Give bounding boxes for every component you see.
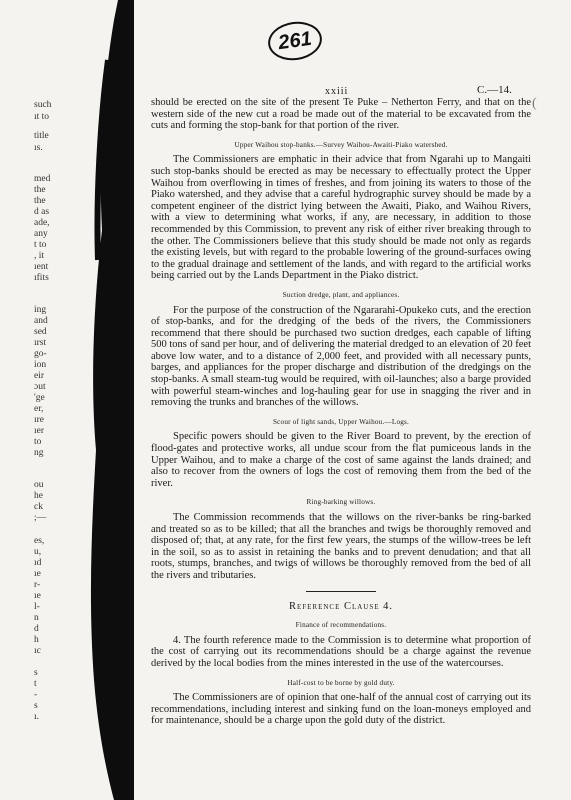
margin-fragment: ıe [34,569,41,579]
margin-fragment: he [34,491,43,501]
margin-fragment: ı. [34,712,40,722]
margin-fragment: ıfits [34,273,49,283]
paragraph-ring-barking: The Commission recommends that the willows on the river-banks be ring-barked and treated so as to be killed; that all the branches and twigs be thoroughly removed and disposed of; that, at any rate, for the first few years, the stumps of the willow-trees be left in the soil, so as to assist in retaining the banks and to prevent denudation; and that all roots, stumps, branches, and twigs of willows be thoroughly removed from the bed of all the rivers and tributaries. [151,512,531,581]
margin-fragment: any [34,229,48,239]
margin-fragment: t to [34,240,47,250]
margin-fragment: med [34,174,51,184]
paragraph-continuation: should be erected on the site of the present Te Puke – Netherton Ferry, and that on the western side of the new cut a road be made out of the material to be excavated from the cuts and forming the stop-bank for that portion of the river. [151,97,531,132]
margin-fragment: - [34,690,38,700]
margin-fragment: ıd [34,558,42,568]
margin-fragment: ıre [34,415,45,425]
margin-fragment: ɔut [34,382,46,392]
margin-fragment: sed [34,327,47,337]
document-reference: C.—14. [477,84,512,96]
subheading-upper-waihou: Upper Waihou stop-banks.—Survey Waihou-Awaiti-Piako watershed. [234,140,448,149]
subheading-scour: Scour of light sands, Upper Waihou.—Logs. [272,417,410,426]
section-divider [306,591,376,592]
subheading-suction-dredge: Suction dredge, plant, and appliances. [282,290,400,299]
paragraph-suction-dredge: For the purpose of the construction of the Ngararahi-Opukeko cuts, and the erection of stop-banks, and for the dredging of the beds of the rivers, the Commissioners recommend that there should be purchased two suction dredges, each capable of lifting 500 tons of sand per hour, and of delivering the material dredged to an elevation of 20 feet above low water, and to a distance of 2,000 feet, and provided with all necessary punts, barges, and appliances for the proper discharge and distribution of the dredgings on the stop-banks. A small steam-tug would be required, with oil-launches; also a barge provided with powerful steam-winches and log-hauling gear for use in snagging the river and in removing the trunks and branches of the willows. [151,304,531,409]
subheading-finance: Finance of recommendations. [295,621,387,630]
margin-fragment: u, [34,547,42,557]
margin-fragment: ıc [34,646,41,656]
margin-fragment: go- [34,349,47,359]
margin-fragment: to [34,437,42,447]
left-margin-fragments [0,0,60,800]
margin-fragment: ade, [34,218,50,228]
margin-fragment: s [34,701,38,711]
paragraph-scour: Specific powers should be given to the River Board to prevent, by the erection of flood-gates and protective works, all undue scour from the flat pumiceous lands in the Upper Waihou, and to make a charge of the cost of same against the lands drained; and also to recover from the owners of logs the cost of removing them from the bed of the river. [151,431,531,489]
margin-fragment: h [34,635,39,645]
margin-fragment: n [34,613,39,623]
margin-fragment: and [34,316,48,326]
margin-fragment: ou [34,480,44,490]
subheading-half-cost: Half-cost to be borne by gold duty. [287,678,395,687]
paragraph-half-cost: The Commissioners are of opinion that one-half of the annual cost of carrying out its recommendations, including interest and sinking fund on the loan-moneys employed and for maintenance, should be a charge upon the gold duty of the district. [151,692,531,727]
margin-fragment: s [34,668,38,678]
margin-fragment: ıt to [34,112,50,122]
margin-fragment: ion [34,360,47,370]
margin-fragment: ıer [34,426,45,436]
margin-fragment: 'ge [34,393,45,403]
paragraph-finance: 4. The fourth reference made to the Commission is to determine what proportion of the cost of carrying out its recommendations should be a charge against the revenue derived by the local bodies from the mines interested in the use of the watercourses. [151,634,531,669]
margin-fragment: l- [34,602,40,612]
margin-fragment: es, [34,536,45,546]
page-number-stamp: 261 [266,18,325,63]
margin-fragment: ck [34,502,43,512]
margin-fragment: ıent [34,262,49,272]
binding-shadow [84,0,134,800]
body-column [151,97,531,727]
margin-fragment: ;— [34,513,47,523]
subheading-ring-barking: Ring-barking willows. [306,498,376,507]
reference-clause-heading: Reference Clause 4. [288,600,394,612]
margin-fragment: ıs. [34,143,43,153]
margin-fragment: er, [34,404,44,414]
margin-fragment: eir [34,371,45,381]
margin-fragment: the [34,185,46,195]
margin-fragment: the [34,196,46,206]
margin-fragment: such [34,100,52,110]
margin-mark: ( [532,96,537,111]
margin-fragment: d as [34,207,50,217]
margin-fragment: r- [34,580,41,590]
margin-fragment: ing [34,305,47,315]
margin-fragment: ng [34,448,44,458]
paragraph-upper-waihou: The Commissioners are emphatic in their advice that from Ngarahi up to Mangaiti such stop-banks should be erected as may be necessary to effectually protect the Upper Waihou from overflowing in times of freshes, and from joining its waters to those of the Piako watershed, and they advise that a careful hydrographic survey should be made by a competent engineer of the district lying between the Awaiti, Piako, and Waihou Rivers, with a view to determining what works, if any, are necessary, in addition to those recommended by this Commission, to prevent any risk of either river breaking through to the other. The Commissioners believe that this study should be made not only as regards the existing levels, but with regard to the probable lowering of the ground-surfaces owing to the gradual drainage and settlement of the lands, and with regard to the artificial works being carried out by the Lands Department in the Piako district. [151,154,531,282]
margin-fragment: ırst [34,338,47,348]
margin-fragment: , it [34,251,45,261]
margin-fragment: t [34,679,37,689]
page-numeral: xxiii [325,86,349,97]
margin-fragment: ıe [34,591,41,601]
margin-fragment: title [34,131,49,141]
margin-fragment: d [34,624,39,634]
